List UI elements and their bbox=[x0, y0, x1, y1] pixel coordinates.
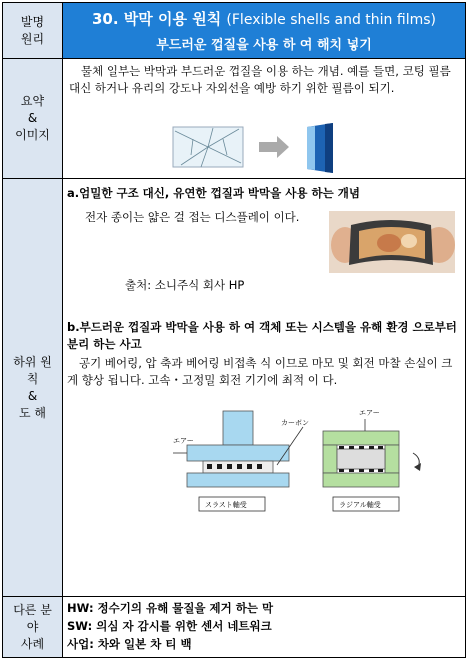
header-left-label: 발명 원리 bbox=[20, 14, 45, 46]
label-air-right: エアー bbox=[359, 409, 380, 417]
examples-left-cell bbox=[3, 597, 63, 657]
sub-cell bbox=[63, 179, 465, 597]
summary-left-cell bbox=[3, 59, 63, 179]
cracked-glass-image bbox=[173, 127, 243, 167]
header-title-cell bbox=[63, 3, 465, 59]
sub-left-cell bbox=[3, 179, 63, 597]
header-left-cell bbox=[3, 3, 63, 59]
flexible-display-photo bbox=[329, 211, 455, 273]
caption-thrust: スラスト軸受 bbox=[205, 501, 247, 509]
radial-bearing-figure bbox=[323, 409, 421, 511]
sub-a-title: a.엄밀한 구조 대신, 유연한 껍질과 박막을 사용 하는 개념 bbox=[67, 186, 360, 200]
title-english: (Flexible shells and thin films) bbox=[226, 12, 436, 28]
sub-b-text: 공기 베어링, 압 축과 베어링 비접촉 식 이므로 마모 및 회전 마찰 손실이 크게 향상 됩니다. 고속・고정밀 회전 기기에 최적 이 다. bbox=[67, 356, 453, 387]
example-hw: HW: 정수기의 유해 물질을 제거 하는 막 bbox=[67, 601, 274, 615]
examples-left-label: 다른 분 야 사례 bbox=[13, 602, 52, 651]
principle-sheet bbox=[2, 2, 466, 658]
summary-left-label: 요약 & 이미지 bbox=[15, 94, 50, 142]
label-air-left: エアー bbox=[173, 437, 194, 445]
example-business: 사업: 차와 일본 차 티 백 bbox=[67, 637, 192, 651]
sub-a-text: 전자 종이는 얇은 걸 접는 디스플레이 이다. bbox=[85, 210, 300, 224]
caption-radial: ラジアル軸受 bbox=[339, 501, 381, 509]
page-title bbox=[63, 3, 465, 29]
right-arrow-icon bbox=[259, 136, 289, 158]
summary-text: 물체 일부는 박막과 부드러운 껍질을 이용 하는 개념. 예를 들면, 코팅 필름 대신 하거나 유리의 강도나 자외선을 예방 하기 위한 필름이 되기. bbox=[69, 64, 451, 95]
summary-illustration bbox=[63, 119, 463, 177]
sub-left-label: 하위 원 칙 & 도 해 bbox=[13, 354, 52, 420]
example-sw: SW: 의심 자 감시를 위한 센서 네트워크 bbox=[67, 619, 272, 633]
thrust-bearing-figure bbox=[173, 411, 289, 511]
summary-cell bbox=[63, 59, 465, 179]
air-bearing-diagram bbox=[173, 405, 443, 517]
glass-film-image bbox=[307, 123, 333, 173]
page-subtitle: 부드러운 껍질을 사용 하 여 해치 넣기 bbox=[156, 38, 372, 53]
label-carbon: カーボン bbox=[281, 419, 309, 427]
sub-b-title: b.부드러운 껍질과 박막을 사용 하 여 객체 또는 시스템을 유해 환경 으로부터 분리 하는 사고 bbox=[67, 320, 457, 351]
sub-a-source: 출처: 소니주식 회사 HP bbox=[125, 278, 245, 292]
examples-cell bbox=[63, 597, 465, 657]
title-main: 30. 박막 이용 원칙 bbox=[92, 10, 222, 28]
